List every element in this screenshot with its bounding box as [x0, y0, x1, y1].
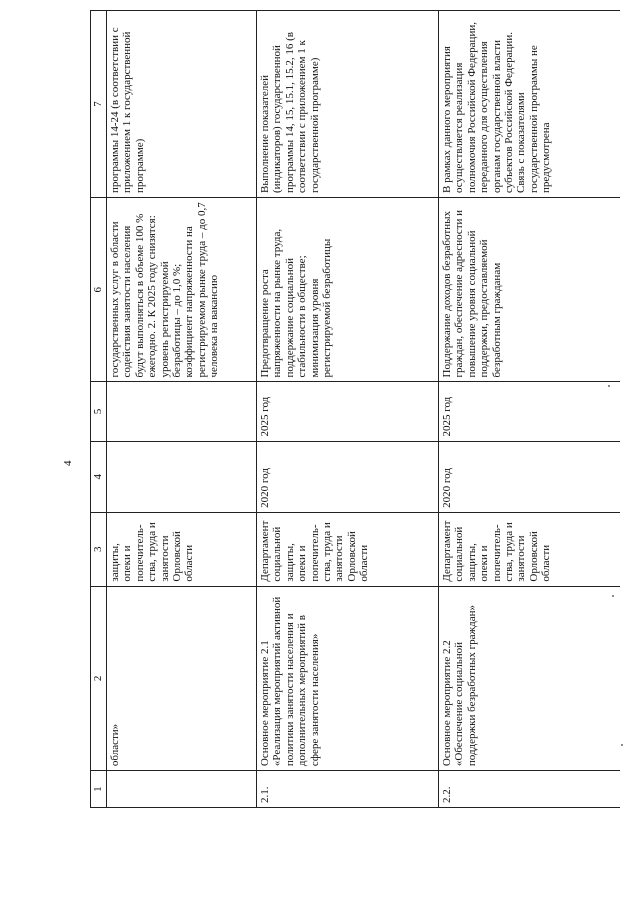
column-header-3: 3 [91, 512, 107, 586]
scan-speck [612, 595, 614, 597]
cell-executor: Департамент социальной защиты, опеки и попечитель-ства, труда и занятости Орловской области [257, 512, 439, 586]
cell-expected-result: Предотвращение роста напряженности на рынке труда, поддержание социальной стабильности в обществе; минимизация уровня регистрируемой безработицы [257, 198, 439, 382]
column-header-5: 5 [91, 382, 107, 441]
rotated-table-frame [90, 10, 620, 808]
table-row [439, 11, 621, 808]
scan-speck [621, 744, 623, 746]
cell-number: 2.2. [439, 771, 621, 808]
cell-start-year: 2020 год [439, 441, 621, 512]
scan-speck [608, 385, 610, 387]
program-measures-table [90, 10, 620, 808]
cell-end-year [107, 382, 257, 441]
table-row [107, 11, 257, 808]
cell-indicator-link: Выполнение показателей (индикаторов) государственной программы 14, 15, 15.1, 15.2, 16 (в соответствии с приложением 1 к государственной программе) [257, 11, 439, 198]
page-number: 4 [62, 460, 74, 466]
cell-end-year: 2025 год [257, 382, 439, 441]
cell-indicator-link: В рамках данного мероприятия осуществляется реализация полномочия Российской Федерации, переданного для осуществления органам государственной власти субъектов Российской Федерации. Связь с показателями государственной программы не предусмотрена [439, 11, 621, 198]
cell-start-year: 2020 год [257, 441, 439, 512]
table-container [90, 10, 620, 808]
cell-start-year [107, 441, 257, 512]
column-header-7: 7 [91, 11, 107, 198]
column-header-2: 2 [91, 586, 107, 770]
cell-number: 2.1. [257, 771, 439, 808]
cell-measure-name: области» [107, 586, 257, 770]
column-header-4: 4 [91, 441, 107, 512]
cell-indicator-link: программы 14-24 (в соответствии с приложением 1 к государственной программе) [107, 11, 257, 198]
cell-measure-name: Основное мероприятие 2.2 «Обеспечение социальной поддержки безработных граждан» [439, 586, 621, 770]
table-header-row [91, 11, 107, 808]
table-row [257, 11, 439, 808]
column-header-6: 6 [91, 198, 107, 382]
cell-expected-result: государственных услуг в области содействия занятости населения будут выполняться в объеме 100 % ежегодно. 2. К 2025 году снизятся: уровень регистрируемой безработицы – до 1,0 %; коэффициент напряженности на регистрируемом рынке труда – до 0,7 человека на вакансию [107, 198, 257, 382]
cell-executor: защиты, опеки и попечитель-ства, труда и занятости Орловской области [107, 512, 257, 586]
cell-executor: Департамент социальной защиты, опеки и попечитель-ства, труда и занятости Орловской области [439, 512, 621, 586]
column-header-1: 1 [91, 771, 107, 808]
cell-number [107, 771, 257, 808]
cell-expected-result: Поддержание доходов безработных граждан, обеспечение адресности и повышение уровня социальной поддержки, предоставляемой безработным гражданам [439, 198, 621, 382]
cell-end-year: 2025 год [439, 382, 621, 441]
cell-measure-name: Основное мероприятие 2.1 «Реализация мероприятий активной политики занятости населения и дополнительных мероприятий в сфере занятости населения» [257, 586, 439, 770]
